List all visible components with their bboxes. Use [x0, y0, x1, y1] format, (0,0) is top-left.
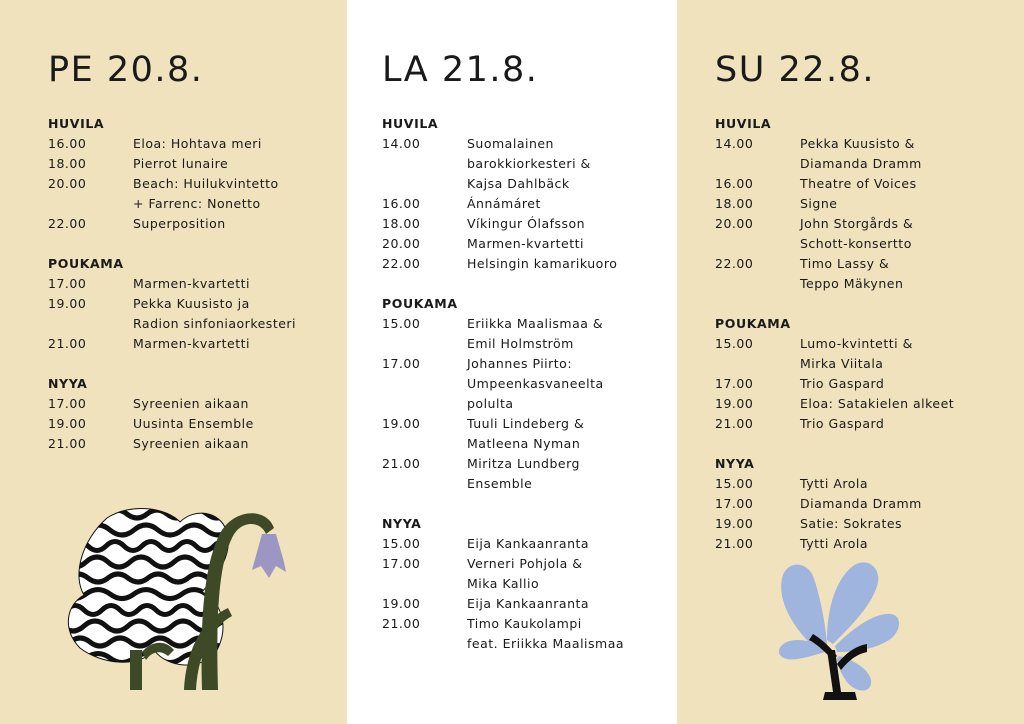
event-time: 21.00	[715, 416, 754, 431]
venue-nyya	[715, 454, 1015, 554]
event-time: 21.00	[382, 616, 421, 631]
performer-line: barokkiorkesteri &	[467, 156, 591, 171]
performer-line: Diamanda Dramm	[800, 496, 922, 511]
event-performer	[467, 414, 672, 454]
event-performer	[133, 174, 338, 214]
event-time: 14.00	[715, 136, 754, 151]
event-time: 15.00	[715, 336, 754, 351]
event-time: 19.00	[382, 596, 421, 611]
performer-line: Ánnámáret	[467, 196, 541, 211]
performer-line: Eriikka Maalismaa &	[467, 316, 604, 331]
performer-line: Theatre of Voices	[800, 176, 917, 191]
event-time: 22.00	[715, 256, 754, 271]
event-time: 21.00	[382, 456, 421, 471]
performer-line: Syreenien aikaan	[133, 436, 249, 451]
event-performer	[800, 214, 1015, 254]
event-time: 15.00	[715, 476, 754, 491]
venue-poukama	[382, 294, 672, 494]
event-row	[48, 434, 338, 454]
venue-name: POUKAMA	[48, 256, 124, 271]
schedule-sunday	[715, 50, 1015, 574]
event-row	[382, 554, 672, 594]
event-performer	[133, 214, 338, 234]
event-performer	[800, 134, 1015, 174]
event-row	[715, 134, 1015, 174]
event-performer	[800, 534, 1015, 554]
event-row	[382, 614, 672, 654]
venue-nyya	[382, 514, 672, 654]
event-row	[715, 394, 1015, 414]
event-performer	[800, 254, 1015, 294]
event-row	[715, 494, 1015, 514]
event-performer	[133, 434, 338, 454]
event-row	[715, 214, 1015, 254]
event-row	[48, 214, 338, 234]
event-row	[48, 294, 338, 334]
event-time: 22.00	[382, 256, 421, 271]
day-column-friday	[0, 0, 347, 724]
venue-name: NYYA	[48, 376, 88, 391]
day-column-sunday	[677, 0, 1024, 724]
venue-name: NYYA	[715, 456, 755, 471]
performer-line: + Farrenc: Nonetto	[133, 196, 261, 211]
venue-huvila	[715, 114, 1015, 294]
event-row	[48, 394, 338, 414]
event-row	[382, 594, 672, 614]
day-heading-sunday: SU 22.8.	[715, 50, 876, 90]
event-performer	[133, 334, 338, 354]
schedule-friday	[48, 50, 338, 474]
event-performer	[467, 234, 672, 254]
performer-line: Suomalainen	[467, 136, 554, 151]
venue-nyya	[48, 374, 338, 454]
event-performer	[133, 414, 338, 434]
performer-line: Signe	[800, 196, 838, 211]
venue-poukama	[715, 314, 1015, 434]
schedule-saturday	[382, 50, 672, 674]
event-performer	[467, 594, 672, 614]
performer-line: Tytti Arola	[800, 536, 869, 551]
day-column-saturday	[347, 0, 677, 724]
event-time: 15.00	[382, 316, 421, 331]
event-performer	[133, 294, 338, 334]
event-row	[382, 414, 672, 454]
zebra-flower-illustration	[62, 500, 302, 700]
event-row	[715, 514, 1015, 534]
performer-line: feat. Eriikka Maalismaa	[467, 636, 625, 651]
venue-poukama	[48, 254, 338, 354]
venue-name: HUVILA	[48, 116, 105, 131]
venue-name: HUVILA	[382, 116, 439, 131]
performer-line: Verneri Pohjola &	[467, 556, 583, 571]
performer-line: Mirka Viitala	[800, 356, 884, 371]
performer-line: Tytti Arola	[800, 476, 869, 491]
performer-line: Syreenien aikaan	[133, 396, 249, 411]
performer-line: Pierrot lunaire	[133, 156, 229, 171]
performer-line: Satie: Sokrates	[800, 516, 903, 531]
event-time: 17.00	[382, 356, 421, 371]
event-time: 14.00	[382, 136, 421, 151]
performer-line: Miritza Lundberg	[467, 456, 580, 471]
event-performer	[133, 154, 338, 174]
venue-name: POUKAMA	[715, 316, 791, 331]
blue-flower-illustration	[775, 560, 905, 705]
event-performer	[800, 514, 1015, 534]
performer-line: Kajsa Dahlbäck	[467, 176, 570, 191]
performer-line: Eloa: Satakielen alkeet	[800, 396, 955, 411]
event-performer	[800, 334, 1015, 374]
event-time: 19.00	[48, 296, 87, 311]
event-performer	[467, 214, 672, 234]
event-performer	[467, 134, 672, 194]
performer-line: Matleena Nyman	[467, 436, 581, 451]
event-performer	[133, 394, 338, 414]
performer-line: Helsingin kamarikuoro	[467, 256, 618, 271]
performer-line: Johannes Piirto:	[467, 356, 573, 371]
performer-line: Superposition	[133, 216, 226, 231]
event-row	[48, 134, 338, 154]
event-performer	[800, 194, 1015, 214]
performer-line: Beach: Huilukvintetto	[133, 176, 279, 191]
venue-huvila	[48, 114, 338, 234]
performer-line: Uusinta Ensemble	[133, 416, 254, 431]
event-row	[715, 374, 1015, 394]
performer-line: Lumo-kvintetti &	[800, 336, 913, 351]
day-heading-friday: PE 20.8.	[48, 50, 204, 90]
event-time: 16.00	[382, 196, 421, 211]
performer-line: Tuuli Lindeberg &	[467, 416, 585, 431]
event-time: 17.00	[382, 556, 421, 571]
performer-line: Marmen-kvartetti	[467, 236, 584, 251]
event-time: 18.00	[48, 156, 87, 171]
performer-line: Umpeenkasvaneelta	[467, 376, 604, 391]
event-row	[48, 154, 338, 174]
event-performer	[467, 454, 672, 494]
event-performer	[800, 494, 1015, 514]
event-row	[715, 174, 1015, 194]
event-row	[382, 314, 672, 354]
performer-line: Marmen-kvartetti	[133, 276, 250, 291]
event-performer	[467, 534, 672, 554]
event-performer	[800, 414, 1015, 434]
event-performer	[800, 394, 1015, 414]
performer-line: Pekka Kuusisto &	[800, 136, 915, 151]
performer-line: Diamanda Dramm	[800, 156, 922, 171]
event-performer	[467, 354, 672, 414]
event-row	[715, 534, 1015, 554]
event-row	[715, 414, 1015, 434]
event-performer	[467, 554, 672, 594]
event-performer	[467, 314, 672, 354]
event-time: 15.00	[382, 536, 421, 551]
event-time: 19.00	[715, 516, 754, 531]
venue-name: POUKAMA	[382, 296, 458, 311]
event-time: 17.00	[48, 276, 87, 291]
performer-line: Emil Holmström	[467, 336, 574, 351]
performer-line: John Storgårds &	[800, 216, 914, 231]
event-row	[715, 334, 1015, 374]
performer-line: Schott-konsertto	[800, 236, 912, 251]
event-time: 18.00	[382, 216, 421, 231]
performer-line: Radion sinfoniaorkesteri	[133, 316, 297, 331]
event-row	[715, 254, 1015, 294]
event-row	[48, 334, 338, 354]
performer-line: Trio Gaspard	[800, 416, 885, 431]
day-heading-saturday: LA 21.8.	[382, 50, 539, 90]
event-time: 16.00	[715, 176, 754, 191]
performer-line: Ensemble	[467, 476, 533, 491]
event-time: 17.00	[715, 496, 754, 511]
event-performer	[467, 194, 672, 214]
performer-line: polulta	[467, 396, 514, 411]
event-time: 19.00	[48, 416, 87, 431]
event-row	[48, 274, 338, 294]
event-row	[382, 254, 672, 274]
event-time: 20.00	[48, 176, 87, 191]
event-time: 17.00	[48, 396, 87, 411]
performer-line: Teppo Mäkynen	[800, 276, 904, 291]
event-time: 19.00	[382, 416, 421, 431]
event-row	[382, 134, 672, 194]
performer-line: Marmen-kvartetti	[133, 336, 250, 351]
event-time: 21.00	[48, 436, 87, 451]
event-time: 16.00	[48, 136, 87, 151]
event-row	[382, 454, 672, 494]
event-row	[382, 194, 672, 214]
event-row	[48, 414, 338, 434]
event-row	[382, 234, 672, 254]
event-row	[48, 174, 338, 214]
performer-line: Eloa: Hohtava meri	[133, 136, 262, 151]
event-time: 21.00	[48, 336, 87, 351]
venue-name: HUVILA	[715, 116, 772, 131]
event-time: 21.00	[715, 536, 754, 551]
performer-line: Eija Kankaanranta	[467, 536, 590, 551]
event-row	[382, 534, 672, 554]
performer-line: Trio Gaspard	[800, 376, 885, 391]
venue-huvila	[382, 114, 672, 274]
event-time: 17.00	[715, 376, 754, 391]
event-performer	[133, 274, 338, 294]
venue-name: NYYA	[382, 516, 422, 531]
event-performer	[800, 174, 1015, 194]
event-row	[715, 194, 1015, 214]
event-time: 18.00	[715, 196, 754, 211]
performer-line: Timo Kaukolampi	[467, 616, 582, 631]
event-performer	[467, 614, 672, 654]
event-performer	[133, 134, 338, 154]
event-time: 20.00	[382, 236, 421, 251]
performer-line: Mika Kallio	[467, 576, 540, 591]
event-time: 19.00	[715, 396, 754, 411]
performer-line: Víkingur Ólafsson	[467, 216, 586, 231]
event-row	[382, 214, 672, 234]
event-time: 22.00	[48, 216, 87, 231]
event-time: 20.00	[715, 216, 754, 231]
event-performer	[467, 254, 672, 274]
event-performer	[800, 374, 1015, 394]
performer-line: Timo Lassy &	[800, 256, 890, 271]
event-row	[382, 354, 672, 414]
performer-line: Pekka Kuusisto ja	[133, 296, 250, 311]
event-performer	[800, 474, 1015, 494]
event-row	[715, 474, 1015, 494]
performer-line: Eija Kankaanranta	[467, 596, 590, 611]
